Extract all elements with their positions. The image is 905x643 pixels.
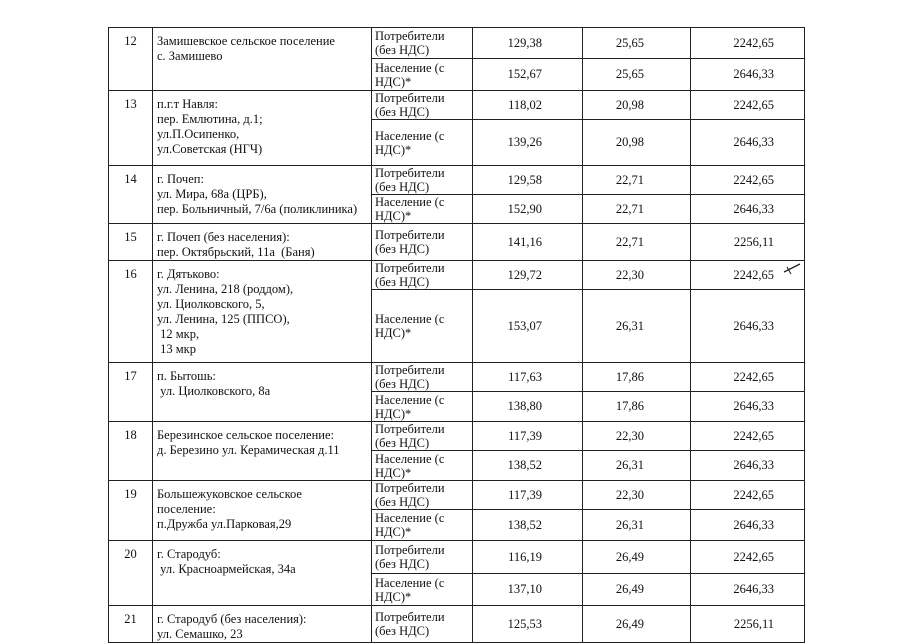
category-line: Потребители	[375, 166, 445, 180]
address-line: г. Почеп (без населения):	[157, 230, 290, 244]
consumer-category	[372, 481, 473, 510]
tariff-value-v3: 2646,33	[691, 574, 805, 606]
row-number: 12	[109, 28, 153, 91]
location-address	[153, 91, 372, 166]
tariff-value-v2: 20,98	[583, 120, 691, 166]
category-line: (без НДС)	[375, 495, 430, 509]
address-line: с. Замишево	[157, 49, 223, 63]
location-address	[153, 606, 372, 643]
address-line: п.Дружба ул.Парковая,29	[157, 517, 292, 531]
address-line: ул. Ленина, 218 (роддом),	[157, 282, 294, 296]
location-address	[153, 481, 372, 541]
row-number: 17	[109, 363, 153, 422]
table-row	[109, 261, 805, 290]
table-row	[109, 606, 805, 643]
consumer-category	[372, 91, 473, 120]
tariff-value-v2: 25,65	[583, 28, 691, 59]
category-line: (без НДС)	[375, 43, 430, 57]
tariff-value-v1: 118,02	[473, 91, 583, 120]
row-number: 18	[109, 422, 153, 481]
consumer-category	[372, 290, 473, 363]
tariff-value-v1: 152,67	[473, 59, 583, 91]
category-line: Потребители	[375, 363, 445, 377]
address-line: пер. Емлютина, д.1;	[157, 112, 263, 126]
tariff-value-v1: 138,52	[473, 451, 583, 481]
tariff-value-v3: 2646,33	[691, 59, 805, 91]
category-line: Потребители	[375, 481, 445, 495]
location-address	[153, 224, 372, 261]
row-number: 15	[109, 224, 153, 261]
tariff-value-v2: 22,30	[583, 422, 691, 451]
consumer-category	[372, 195, 473, 224]
tariff-value-v3: 2646,33	[691, 195, 805, 224]
address-line: Березинское сельское поселение:	[157, 428, 334, 442]
table-row	[109, 91, 805, 120]
tariff-value-v2: 26,31	[583, 510, 691, 541]
tariff-value-v2: 17,86	[583, 363, 691, 392]
category-line: Потребители	[375, 228, 445, 242]
tariff-value-v3: 2256,11	[691, 224, 805, 261]
tariff-table	[108, 27, 805, 643]
tariff-value-v1: 129,38	[473, 28, 583, 59]
address-line: пер. Больничный, 7/6а (поликлиника)	[157, 202, 358, 216]
category-line: НДС)*	[375, 465, 412, 480]
category-line: (без НДС)	[375, 624, 430, 638]
tariff-value-v3: 2242,65	[691, 541, 805, 574]
table-row	[109, 481, 805, 510]
tariff-value-v1: 138,52	[473, 510, 583, 541]
tariff-value-v3: 2646,33	[691, 392, 805, 422]
tariff-value-v3: 2646,33	[691, 290, 805, 363]
tariff-value-v1: 125,53	[473, 606, 583, 643]
address-line: ул. Красноармейская, 34а	[157, 562, 296, 576]
consumer-category	[372, 363, 473, 392]
tariff-value-v3: 2646,33	[691, 510, 805, 541]
tariff-value-v2: 25,65	[583, 59, 691, 91]
category-line: Население (с	[375, 60, 445, 75]
row-number: 19	[109, 481, 153, 541]
consumer-category	[372, 541, 473, 574]
tariff-value-v3: 2242,65	[691, 481, 805, 510]
table-row	[109, 28, 805, 59]
address-line: ул.Советская (НГЧ)	[157, 142, 263, 156]
table-row	[109, 224, 805, 261]
tariff-value-v3: 2242,65	[691, 261, 805, 290]
category-line: Население (с	[375, 451, 445, 466]
category-line: Население (с	[375, 392, 445, 407]
category-line: (без НДС)	[375, 242, 430, 256]
tariff-value-v2: 22,71	[583, 224, 691, 261]
category-line: (без НДС)	[375, 180, 430, 194]
category-line: НДС)*	[375, 142, 412, 157]
tariff-value-v1: 117,39	[473, 422, 583, 451]
tariff-value-v1: 138,80	[473, 392, 583, 422]
category-line: НДС)*	[375, 406, 412, 421]
address-line: п.г.т Навля:	[157, 97, 219, 111]
tariff-value-v2: 26,31	[583, 451, 691, 481]
category-line: Потребители	[375, 422, 445, 436]
category-line: Население (с	[375, 128, 445, 143]
consumer-category	[372, 28, 473, 59]
consumer-category	[372, 261, 473, 290]
tariff-value-v2: 26,31	[583, 290, 691, 363]
tariff-value-v3: 2646,33	[691, 120, 805, 166]
address-line: Замишевское сельское поселение	[157, 34, 335, 48]
location-address	[153, 541, 372, 606]
address-line: г. Почеп:	[157, 172, 204, 186]
table-row	[109, 166, 805, 195]
pen-tick-mark	[782, 261, 802, 275]
category-line: (без НДС)	[375, 105, 430, 119]
tariff-value-v2: 22,71	[583, 166, 691, 195]
tariff-value-v1: 152,90	[473, 195, 583, 224]
tariff-value-v3: 2242,65	[691, 422, 805, 451]
consumer-category	[372, 510, 473, 541]
row-number: 13	[109, 91, 153, 166]
category-line: (без НДС)	[375, 436, 430, 450]
address-line: 13 мкр	[157, 342, 196, 356]
tariff-value-v3: 2242,65	[691, 91, 805, 120]
address-line: ул. Циолковского, 8а	[157, 384, 271, 398]
consumer-category	[372, 606, 473, 643]
address-line: ул. Мира, 68а (ЦРБ),	[157, 187, 267, 201]
category-line: НДС)*	[375, 326, 412, 340]
category-line: Потребители	[375, 610, 445, 624]
tariff-value-v1: 137,10	[473, 574, 583, 606]
tariff-value-v1: 116,19	[473, 541, 583, 574]
tariff-value-v1: 117,39	[473, 481, 583, 510]
category-line: (без НДС)	[375, 275, 430, 289]
tariff-value-v2: 17,86	[583, 392, 691, 422]
category-line: НДС)*	[375, 525, 412, 539]
address-line: 12 мкр,	[157, 327, 200, 341]
row-number: 21	[109, 606, 153, 643]
tariff-value-v2: 26,49	[583, 606, 691, 643]
tariff-value-v3: 2256,11	[691, 606, 805, 643]
table-row	[109, 541, 805, 574]
tariff-value-v3: 2242,65	[691, 28, 805, 59]
category-line: Потребители	[375, 261, 445, 275]
tariff-value-v2: 26,49	[583, 574, 691, 606]
tariff-value-v1: 141,16	[473, 224, 583, 261]
address-line: пер. Октябрьский, 11а (Баня)	[157, 245, 315, 259]
location-address	[153, 261, 372, 363]
tariff-value-v1: 139,26	[473, 120, 583, 166]
consumer-category	[372, 166, 473, 195]
row-number: 14	[109, 166, 153, 224]
row-number: 16	[109, 261, 153, 363]
location-address	[153, 363, 372, 422]
tariff-value-v1: 117,63	[473, 363, 583, 392]
category-line: Население (с	[375, 312, 445, 326]
category-line: НДС)*	[375, 74, 412, 89]
category-line: Потребители	[375, 543, 445, 557]
tariff-value-v2: 26,49	[583, 541, 691, 574]
tariff-value-v2: 20,98	[583, 91, 691, 120]
category-line: Население (с	[375, 511, 445, 525]
location-address	[153, 28, 372, 91]
address-line: Большежуковское сельское	[157, 487, 302, 501]
consumer-category	[372, 451, 473, 481]
location-address	[153, 166, 372, 224]
tariff-value-v3: 2646,33	[691, 451, 805, 481]
address-line: д. Березино ул. Керамическая д.11	[157, 443, 340, 457]
tariff-value-v3: 2242,65	[691, 166, 805, 195]
address-line: ул. Ленина, 125 (ППСО),	[157, 312, 290, 326]
tariff-value-v2: 22,71	[583, 195, 691, 224]
category-line: Население (с	[375, 195, 445, 209]
tariff-value-v3: 2242,65	[691, 363, 805, 392]
consumer-category	[372, 59, 473, 91]
address-line: г. Дятьково:	[157, 267, 220, 281]
consumer-category	[372, 120, 473, 166]
category-line: Население (с	[375, 575, 445, 590]
category-line: НДС)*	[375, 209, 412, 223]
address-line: г. Стародуб:	[157, 547, 221, 561]
row-number: 20	[109, 541, 153, 606]
tariff-table-body	[109, 28, 805, 643]
consumer-category	[372, 392, 473, 422]
table-row	[109, 422, 805, 451]
address-line: ул. Семашко, 23	[157, 627, 243, 641]
table-row	[109, 363, 805, 392]
category-line: Потребители	[375, 91, 445, 105]
address-line: г. Стародуб (без населения):	[157, 612, 307, 626]
category-line: Потребители	[375, 29, 445, 43]
tariff-value-v1: 129,58	[473, 166, 583, 195]
consumer-category	[372, 422, 473, 451]
address-line: поселение:	[157, 502, 216, 516]
tariff-value-v1: 153,07	[473, 290, 583, 363]
tariff-value-v2: 22,30	[583, 481, 691, 510]
tariff-value-v2: 22,30	[583, 261, 691, 290]
category-line: (без НДС)	[375, 557, 430, 571]
location-address	[153, 422, 372, 481]
address-line: ул. Циолковского, 5,	[157, 297, 265, 311]
category-line: (без НДС)	[375, 377, 430, 391]
tariff-value-v1: 129,72	[473, 261, 583, 290]
category-line: НДС)*	[375, 589, 412, 604]
address-line: ул.П.Осипенко,	[157, 127, 240, 141]
address-line: п. Бытошь:	[157, 369, 216, 383]
consumer-category	[372, 574, 473, 606]
consumer-category	[372, 224, 473, 261]
